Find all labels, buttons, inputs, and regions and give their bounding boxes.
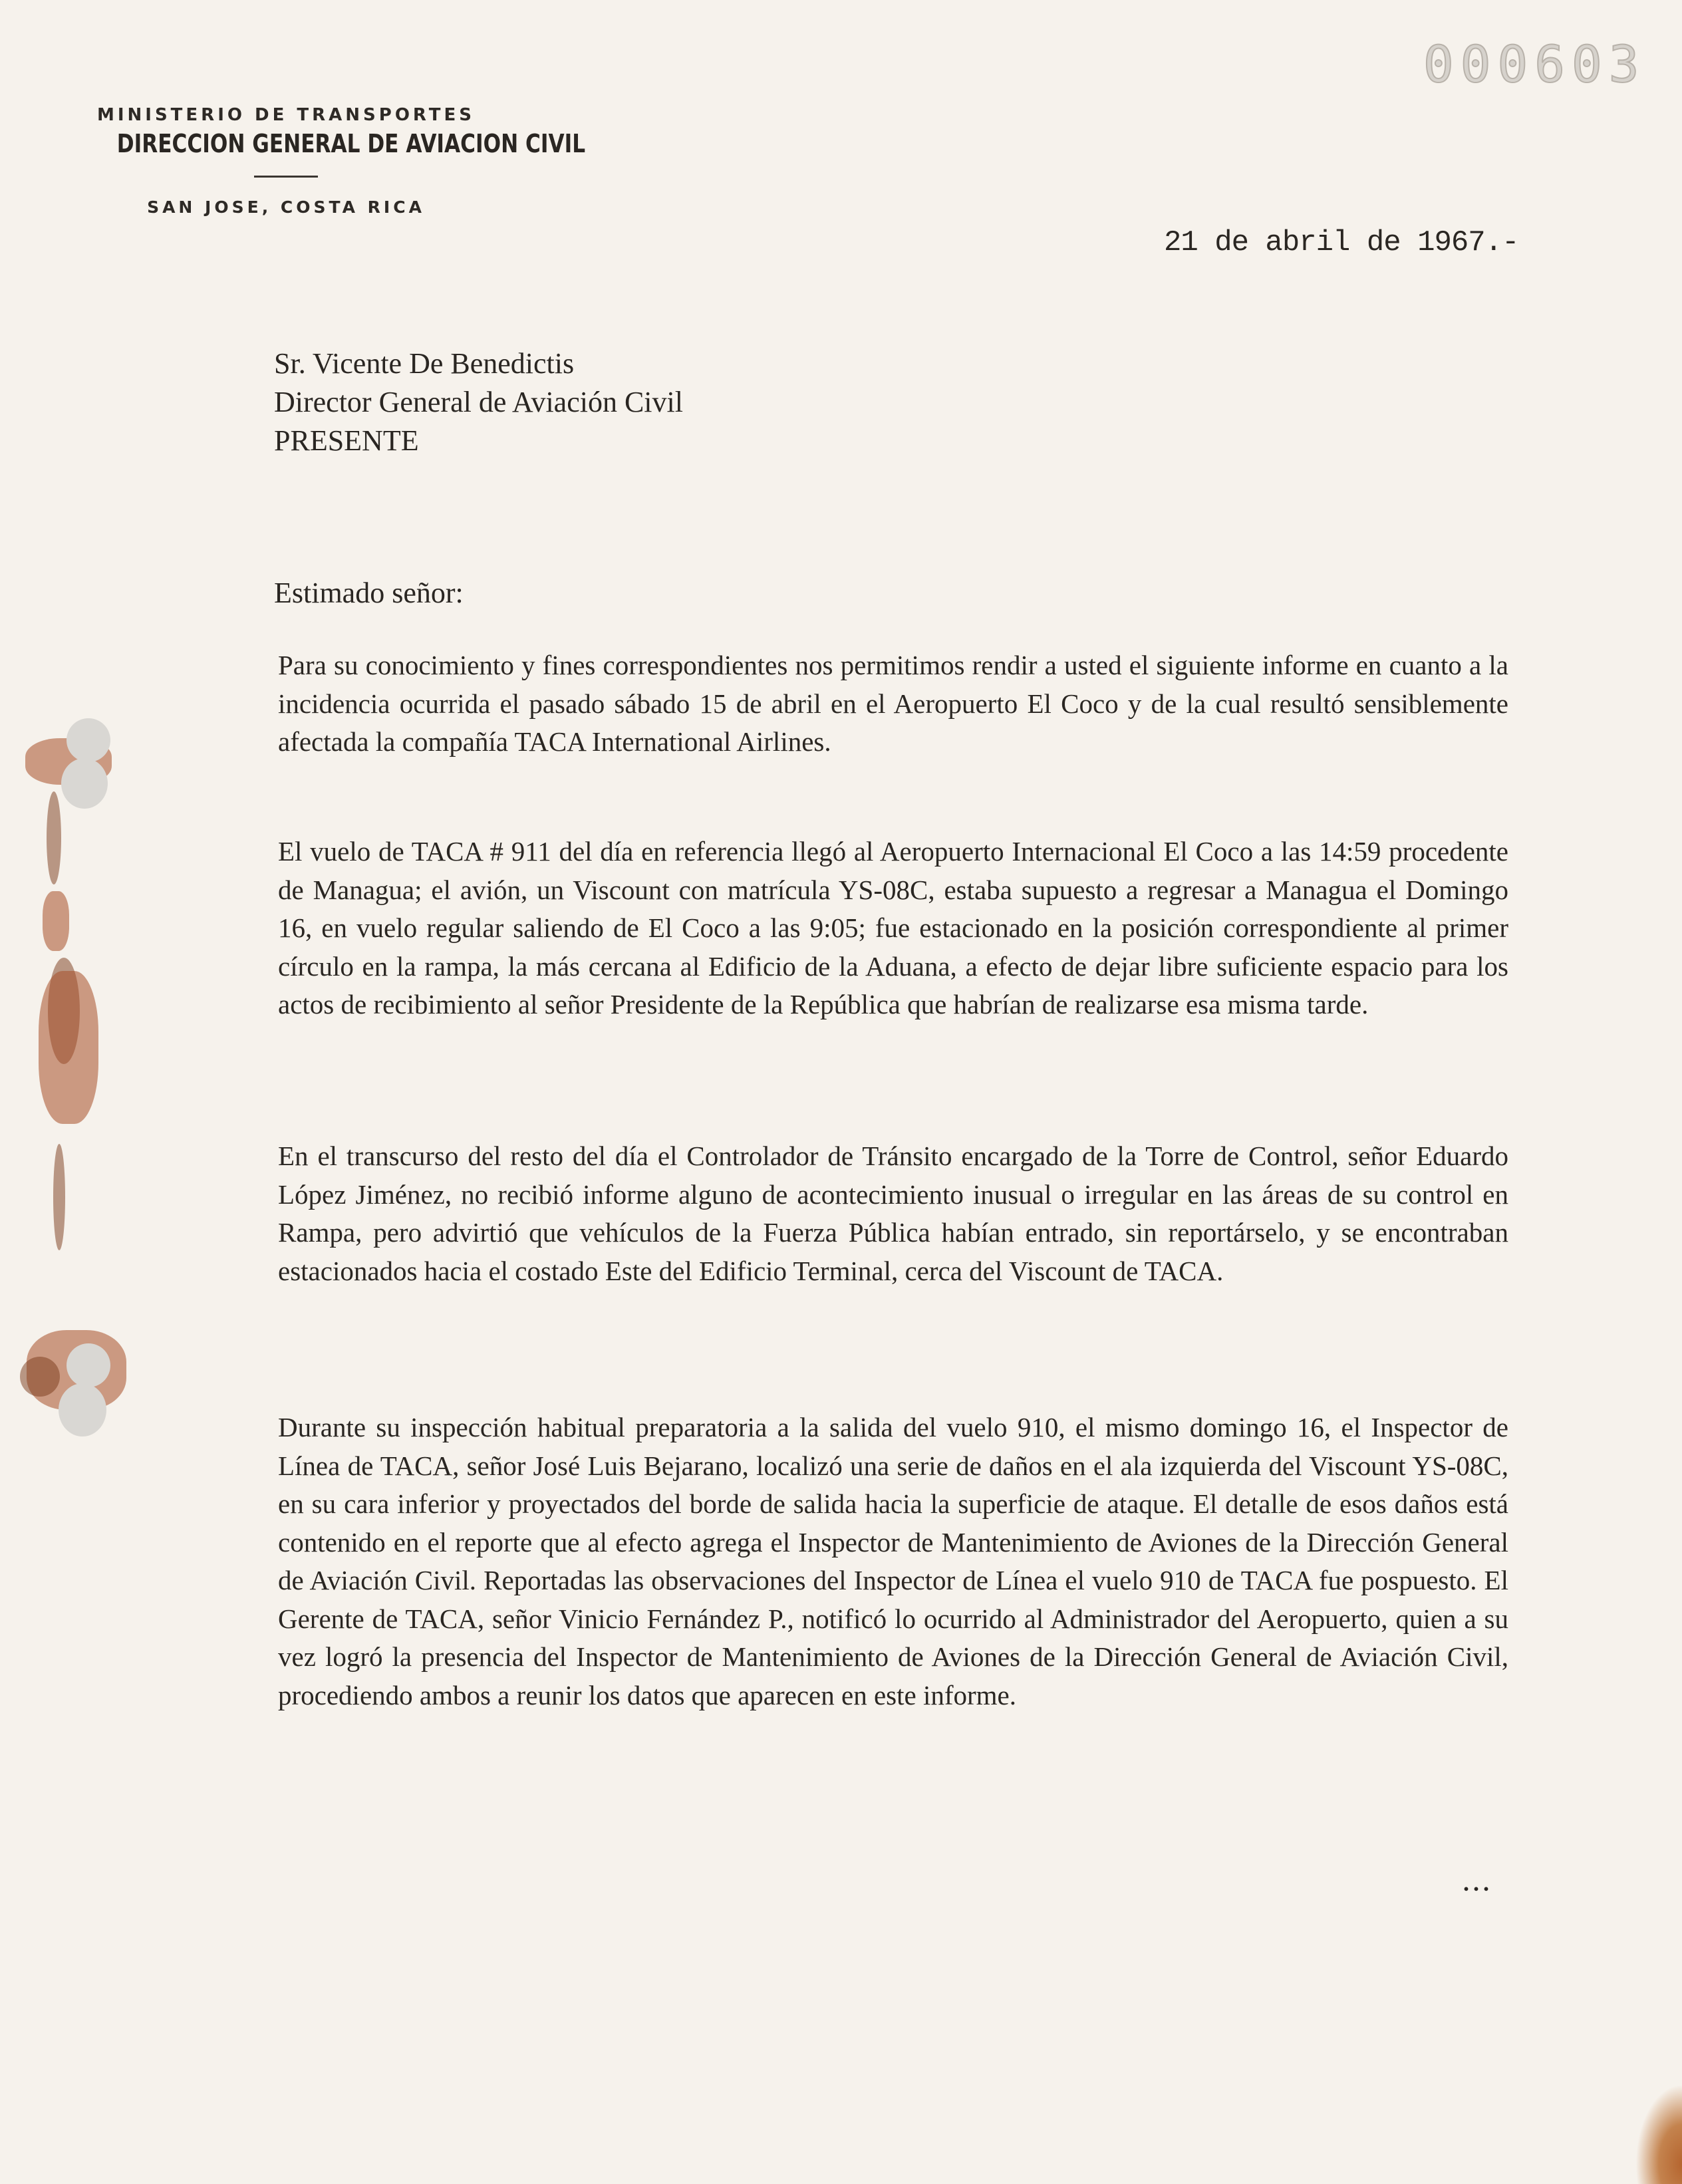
letterhead-ministry: MINISTERIO DE TRANSPORTES	[96, 105, 476, 125]
letterhead-city: SAN JOSE, COSTA RICA	[147, 198, 425, 217]
letter-date: 21 de abril de 1967.-	[1164, 226, 1519, 259]
letterhead-divider	[254, 176, 318, 178]
recipient-title: Director General de Aviación Civil	[274, 386, 683, 418]
archive-stamp-number: 000603	[1423, 35, 1646, 94]
recipient-block	[274, 344, 683, 460]
paragraph-3	[278, 1137, 1508, 1290]
punch-hole	[59, 1383, 106, 1436]
paragraph-text: Para su conocimiento y fines correspondientes nos permitimos rendir a usted el siguiente informe en cuanto a la incidencia ocurrida el pasado sábado 15 de abril en el Aeropuerto El Coco y de la cual resultó sensiblemente afectada la compañía TACA International Airlines.	[278, 650, 1508, 757]
paragraph-text: Durante su inspección habitual preparatoria a la salida del vuelo 910, el mismo domingo 16, el Inspector de Línea de TACA, señor José Luis Bejarano, localizó una serie de daños en el ala izquierda del Viscount YS-08C, en su cara inferior y proyectados del borde de salida hacia la superficie de ataque. El detalle de esos daños está contenido en el reporte que al efecto agrega el Inspector de Mantenimiento de Aviones de la Dirección General de Aviación Civil. Reportadas las observaciones del Inspector de Línea el vuelo 910 de TACA fue pospuesto. El Gerente de TACA, señor Vinicio Fernández P., notificó lo ocurrido al Administrador del Aeropuerto, quien a su vez logró la presencia del Inspector de Mantenimiento de Aviones de la Dirección General de Aviación Civil, procediendo ambos a reunir los datos que aparecen en este informe.	[278, 1412, 1508, 1710]
punch-hole	[67, 718, 110, 762]
letterhead	[80, 105, 586, 217]
recipient-name: Sr. Vicente De Benedictis	[274, 347, 575, 380]
paragraph-text: El vuelo de TACA # 911 del día en referencia llegó al Aeropuerto Internacional El Coco a las 14:59 procedente de Managua; el avión, un Viscount con matrícula YS-08C, estaba supuesto a regresar a Managua el Domingo 16, en vuelo regular saliendo de El Coco a las 9:05; fue estacionado en la posición correspondiente al primer círculo en la rampa, la más cercana al Edificio de la Aduana, a efecto de dejar libre suficiente espacio para los actos de recibimiento al señor Presidente de la República que habrían de realizarse esa misma tarde.	[278, 836, 1508, 1020]
continuation-mark: ...	[1463, 1869, 1493, 1896]
punch-hole	[61, 758, 108, 809]
punch-holes-with-rust	[0, 692, 146, 1490]
paragraph-text: En el transcurso del resto del día el Controlador de Tránsito encargado de la Torre de Control, señor Eduardo López Jiménez, no recibió informe alguno de acontecimiento inusual o irregular en las áreas de su control en Rampa, pero advirtió que vehículos de la Fuerza Pública habían entrado, sin reportárselo, y se encontraban estacionados hacia el costado Este del Edificio Terminal, cerca del Viscount de TACA.	[278, 1141, 1508, 1286]
recipient-presente: PRESENTE	[274, 424, 419, 457]
corner-stain	[1635, 2084, 1682, 2184]
paragraph-4	[278, 1409, 1508, 1714]
letterhead-direction: DIRECCION GENERAL DE AVIACION CIVIL	[116, 129, 586, 158]
paragraph-1	[278, 646, 1508, 761]
paragraph-2	[278, 833, 1508, 1024]
punch-hole	[67, 1343, 110, 1387]
salutation: Estimado señor:	[274, 577, 464, 609]
